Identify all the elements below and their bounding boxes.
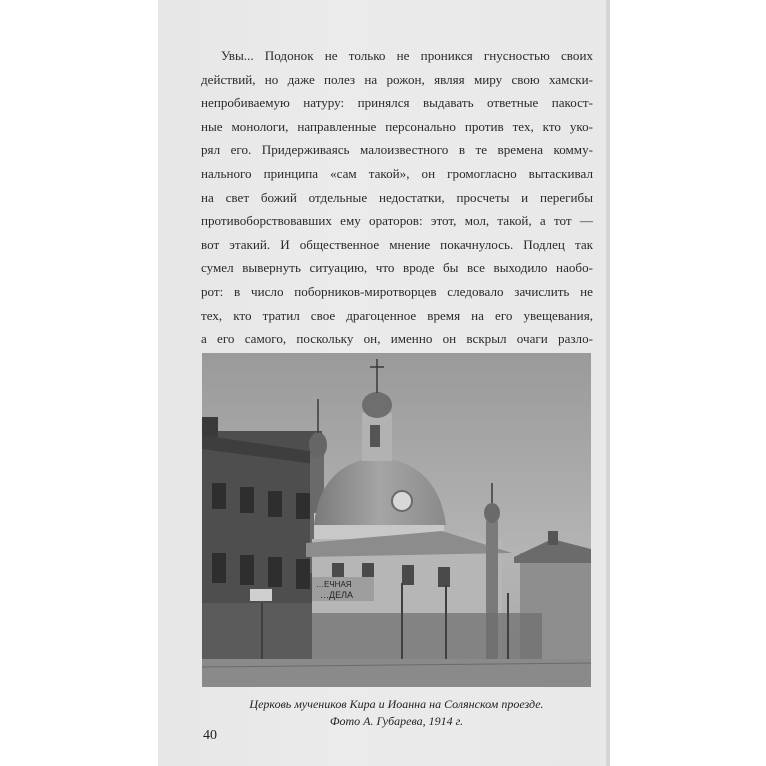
caption-credit: Фото А. Губарева, 1914 г. [329,714,464,728]
text-line: рял его. Придерживаясь малоизвестного в те времена комму- [201,142,593,158]
text-line: ные монологи, направленные персонально против тех, кто уко- [201,118,593,134]
text-line: рот: в число поборников-миротворцев следовало зачислить не [201,283,593,299]
page-number: 40 [203,728,217,743]
church-photograph [202,353,591,687]
caption-line: Церковь мучеников Кира и Иоанна на Солянском проезде. [249,697,544,711]
photo-caption [202,696,591,730]
text-line: противоборствовавших ему ораторов: этот, мол, такой, а тот — [201,213,593,229]
sign-text: …ДЕЛА [320,590,354,600]
text-line: вот этакий. И общественное мнение покачнулось. Подлец так [201,236,593,252]
text-line: на свет божий отдельные недостатки, просчеты и перегибы [201,189,593,205]
text-line: нального принципа «сам такой», он громогласно вытаскивал [201,165,593,181]
sign-text: …ЕЧНАЯ [316,580,352,589]
text-line: непробиваемую натуру: принялся выдавать ответные пакост- [201,95,593,111]
page-edge [606,0,610,766]
text-line: Увы... Подонок не только не проникся гнусностью своих [221,48,593,63]
text-line: сумел вывернуть ситуацию, что вроде бы все выходило наобо- [201,260,593,276]
text-line: действий, но даже полез на рожон, являя миру свою хамски- [201,71,593,87]
text-line: а его самого, поскольку он, именно он вскрыл очаги разло- [201,331,593,347]
text-line: тех, кто тратил свое драгоценное время на его увещевания, [201,307,593,323]
body-text [201,44,593,351]
